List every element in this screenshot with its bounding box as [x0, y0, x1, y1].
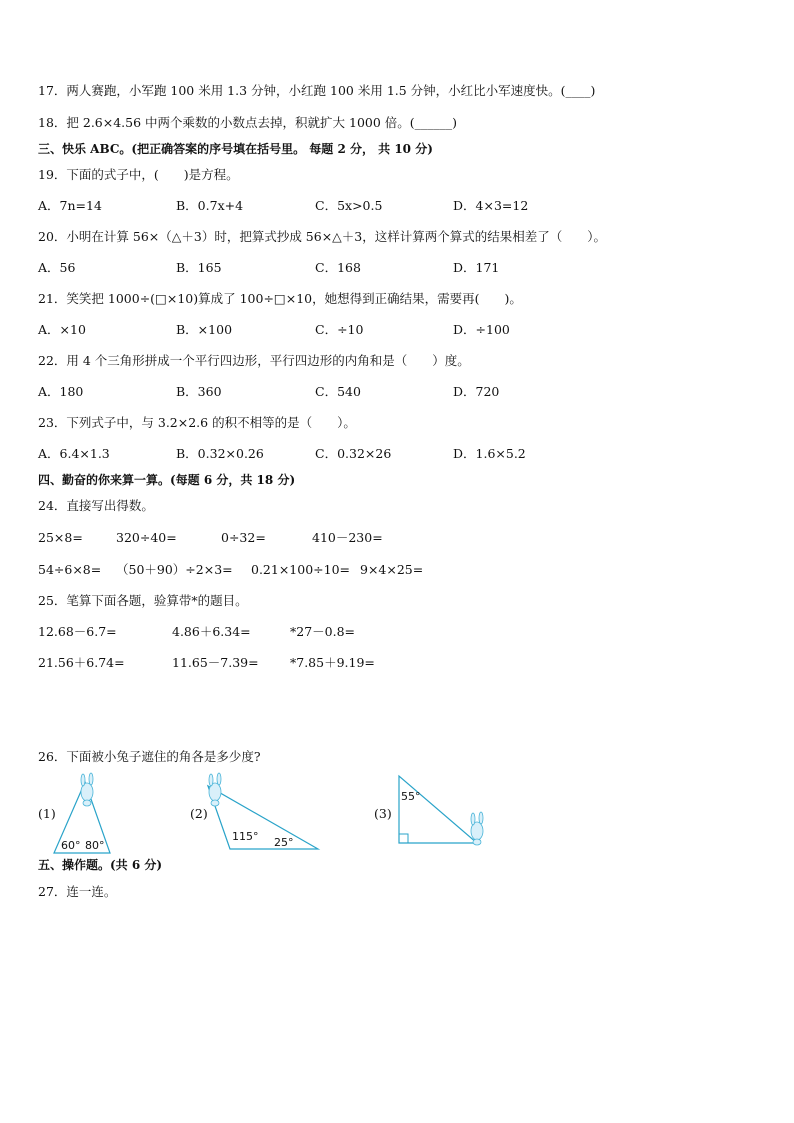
q19-option-d: D．4×3=12: [453, 198, 529, 213]
q22-option-c: C．540: [315, 384, 361, 399]
q24-r1-item: 25×8=: [38, 530, 83, 545]
figure-3-triangle: [395, 773, 490, 851]
question-27: 27．连一连。: [38, 884, 117, 899]
q25-r2-item: *7.85＋9.19=: [290, 655, 375, 670]
q23-option-d: D．1.6×5.2: [453, 446, 526, 461]
question-24-stem: 24．直接写出得数。: [38, 498, 154, 513]
q25-r1-item: 12.68－6.7=: [38, 624, 117, 639]
q24-r2-item: 54÷6×8=: [38, 562, 102, 577]
q24-r1-item: 320÷40=: [116, 530, 177, 545]
angle-55-label: 55°: [401, 790, 421, 803]
q20-option-d: D．171: [453, 260, 500, 275]
section-4-heading: 四、勤奋的你来算一算。(每题 6 分，共 18 分): [38, 473, 296, 487]
q23-option-c: C．0.32×26: [315, 446, 392, 461]
figure-2-label: (2): [190, 806, 208, 821]
q19-option-a: A．7n=14: [38, 198, 102, 213]
q25-r2-item: 11.65－7.39=: [172, 655, 259, 670]
angle-115-label: 115°: [232, 830, 259, 843]
angle-80-label: 80°: [85, 839, 105, 852]
q23-option-b: B．0.32×0.26: [176, 446, 264, 461]
q25-r1-item: *27－0.8=: [290, 624, 356, 639]
question-17: 17．两人赛跑，小军跑 100 米用 1.3 分钟，小红跑 100 米用 1.5 分钟，小红比小军速度快。(____): [38, 83, 596, 98]
q25-r1-item: 4.86＋6.34=: [172, 624, 251, 639]
q21-option-b: B．×100: [176, 322, 233, 337]
q21-option-d: D．÷100: [453, 322, 510, 337]
question-18: 18．把 2.6×4.56 中两个乘数的小数点去掉，积就扩大 1000 倍。(______): [38, 115, 458, 130]
q24-r2-item: 0.21×100÷10=: [251, 562, 351, 577]
q20-option-b: B．165: [176, 260, 222, 275]
q19-option-b: B．0.7x+4: [176, 198, 244, 213]
q23-option-a: A．6.4×1.3: [38, 446, 110, 461]
q24-r1-item: 410－230=: [312, 530, 383, 545]
rabbit-icon: [209, 773, 221, 806]
q19-option-c: C．5x>0.5: [315, 198, 383, 213]
question-26-stem: 26．下面被小兔子遮住的角各是多少度?: [38, 749, 261, 764]
figure-1-triangle: [50, 772, 115, 856]
question-21-stem: 21．笑笑把 1000÷(□×10)算成了 100÷□×10，她想得到正确结果，需要再( )。: [38, 291, 522, 306]
q21-option-c: C．÷10: [315, 322, 364, 337]
figure-2-triangle: [203, 772, 321, 852]
q24-r2-item: 9×4×25=: [360, 562, 424, 577]
question-22-stem: 22．用 4 个三角形拼成一个平行四边形，平行四边形的内角和是（ ）度。: [38, 353, 470, 368]
question-25-stem: 25．笔算下面各题，验算带*的题目。: [38, 593, 248, 608]
q20-option-c: C．168: [315, 260, 361, 275]
q21-option-a: A．×10: [38, 322, 86, 337]
section-5-heading: 五、操作题。(共 6 分): [38, 858, 163, 872]
q25-r2-item: 21.56＋6.74=: [38, 655, 125, 670]
figure-1-label: (1): [38, 806, 56, 821]
angle-25-label: 25°: [274, 836, 294, 849]
question-19-stem: 19．下面的式子中，( )是方程。: [38, 167, 239, 182]
q20-option-a: A．56: [38, 260, 76, 275]
section-3-heading: 三、快乐 ABC。(把正确答案的序号填在括号里。 每题 2 分， 共 10 分): [38, 142, 433, 156]
angle-60-label: 60°: [61, 839, 81, 852]
q22-option-d: D．720: [453, 384, 500, 399]
q22-option-b: B．360: [176, 384, 222, 399]
question-23-stem: 23．下列式子中，与 3.2×2.6 的积不相等的是（ ）。: [38, 415, 356, 430]
q22-option-a: A．180: [38, 384, 84, 399]
q24-r1-item: 0÷32=: [221, 530, 266, 545]
figure-3-label: (3): [374, 806, 392, 821]
question-20-stem: 20．小明在计算 56×（△＋3）时，把算式抄成 56×△＋3，这样计算两个算式的结果相差了（ ）。: [38, 229, 606, 244]
q24-r2-item: （50＋90）÷2×3=: [116, 562, 233, 577]
